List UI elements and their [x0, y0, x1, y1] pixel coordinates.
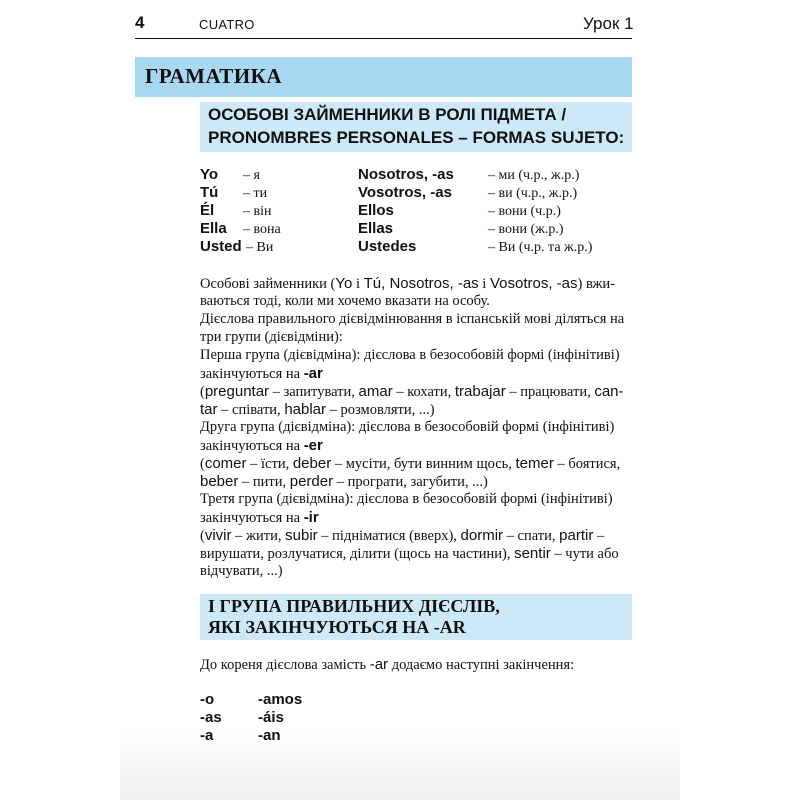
body-line: (comer – їсти, deber – мусіти, бути винним щось, temer – боятися, [200, 455, 621, 472]
ending-singular: -o [200, 691, 215, 708]
pronoun-es: Usted [200, 238, 242, 255]
pronoun-ua: – вони (ж.р.) [488, 222, 564, 237]
ending-plural: -an [258, 727, 281, 744]
page-number: 4 [135, 13, 145, 32]
body-line: закінчуються на -er [200, 437, 323, 454]
header-rule [135, 38, 632, 39]
body-line: Особові займенники (Yo і Tú, Nosotros, -as і Vosotros, -as) вжи- [200, 275, 615, 292]
body-line: Третя група (дієвідміна): дієслова в безособовій формі (інфінітиві) [200, 491, 613, 507]
pronoun-ua: – я [243, 168, 260, 183]
pronoun-es: Ellos [358, 202, 394, 219]
pronoun-ua: – ти [243, 186, 268, 201]
subsection-title-line2: ЯКІ ЗАКІНЧУЮТЬСЯ НА -AR [208, 617, 466, 637]
section-title: ГРАМАТИКА [145, 64, 283, 88]
section-banner [135, 57, 632, 97]
ending-singular: -a [200, 727, 214, 744]
page-number-word: CUATRO [199, 17, 255, 32]
body-line: Друга група (дієвідміна): дієслова в безособовій формі (інфінітиві) [200, 419, 615, 435]
subsection-banner-pronouns [200, 102, 632, 152]
lesson-label: Урок 1 [583, 14, 634, 33]
ending-plural: -amos [258, 691, 303, 708]
body-line: ваються тоді, коли ми хочемо вказати на особу. [200, 293, 490, 309]
pronoun-es: Nosotros, -as [358, 166, 454, 183]
body-line: відчувати, ...) [200, 563, 283, 579]
body-line: Перша група (дієвідміна): дієслова в безособовій формі (інфінітиві) [200, 347, 620, 363]
body-line: (preguntar – запитувати, amar – кохати, trabajar – працювати, can- [200, 383, 624, 400]
pronoun-es: Él [200, 202, 215, 219]
pronoun-ua: – вона [243, 222, 281, 237]
body-line: beber – пити, perder – програти, загубити, ...) [200, 473, 488, 490]
subsection-title-line1: І ГРУПА ПРАВИЛЬНИХ ДІЄСЛІВ, [208, 596, 500, 616]
endings-intro: До кореня дієслова замість -ar додаємо наступні закінчення: [200, 656, 575, 673]
subsection-title-line2: PRONOMBRES PERSONALES – FORMAS SUJETO: [208, 128, 625, 147]
pronoun-es: Tú [200, 184, 219, 201]
body-line: закінчуються на -ir [200, 509, 319, 526]
body-line: вирушати, розлучатися, ділити (щось на частини), sentir – чути або [200, 545, 619, 562]
ending-plural: -áis [258, 709, 284, 726]
body-line: tar – співати, hablar – розмовляти, ...) [200, 401, 435, 418]
pronoun-es: Ellas [358, 220, 394, 237]
body-line: Дієслова правильного дієвідмінювання в іспанській мові діляться на [200, 311, 625, 327]
pronoun-es: Yo [200, 166, 219, 183]
subsection-banner-ar-verbs [200, 594, 632, 640]
pronoun-ua: – ви (ч.р., ж.р.) [488, 186, 578, 201]
body-line: три групи (дієвідміни): [200, 329, 343, 345]
pronoun-es: Ustedes [358, 238, 417, 255]
pronoun-es: Ella [200, 220, 227, 237]
pronoun-ua: – він [243, 204, 272, 219]
subsection-title-line1: ОСОБОВІ ЗАЙМЕННИКИ В РОЛІ ПІДМЕТА / [208, 105, 567, 124]
body-line: (vivir – жити, subir – підніматися (вверх), dormir – спати, partir – [200, 527, 605, 544]
body-line: закінчуються на -ar [200, 365, 323, 382]
ending-singular: -as [200, 709, 222, 726]
pronoun-ua: – Ви [246, 240, 274, 255]
pronoun-ua: – ми (ч.р., ж.р.) [488, 168, 580, 183]
pronoun-es: Vosotros, -as [358, 184, 452, 201]
pronoun-ua: – вони (ч.р.) [488, 204, 561, 219]
pronoun-ua: – Ви (ч.р. та ж.р.) [488, 240, 593, 255]
